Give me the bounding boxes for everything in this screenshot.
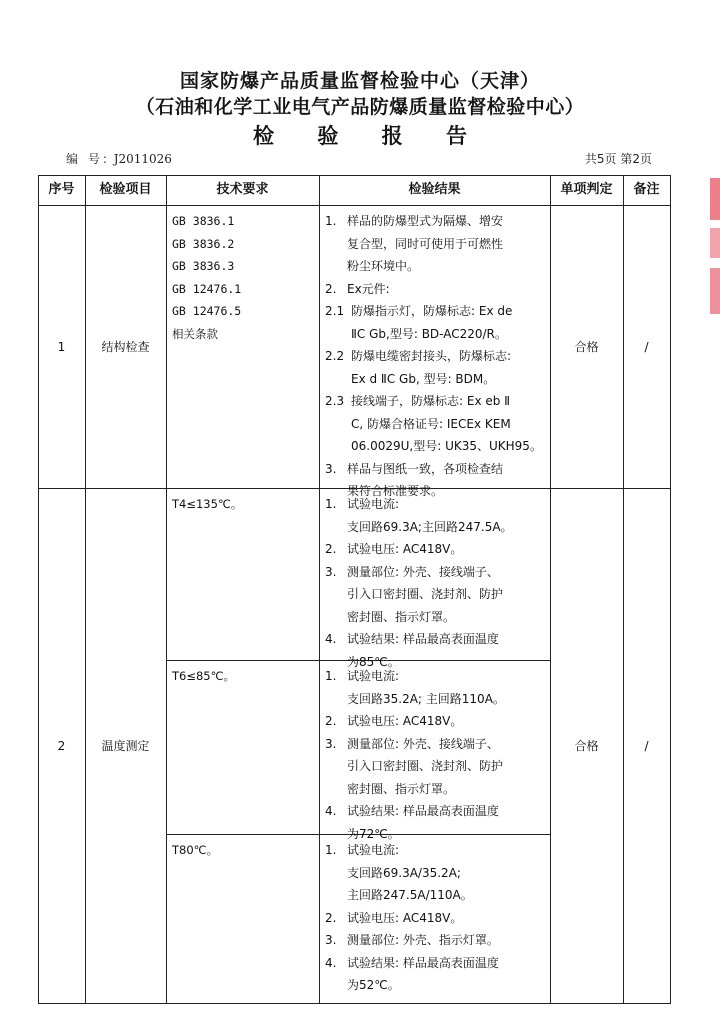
inspection-item: 结构检查 — [101, 339, 150, 354]
result-line: 复合型，同时可使用于可燃性 — [347, 236, 504, 251]
result-number: 2. — [325, 281, 337, 296]
report-title-line-1: 国家防爆产品质量监督检验中心（天津） — [179, 70, 540, 92]
result-number: 1. — [325, 497, 337, 511]
result-item — [325, 929, 542, 952]
result-line: 密封圈、指示灯罩。 — [347, 609, 456, 624]
result-line: 试验电压: AC418V。 — [347, 542, 463, 556]
result-number: 2.2 — [325, 349, 345, 363]
result-line: 试验电压: AC418V。 — [347, 910, 463, 925]
result-line: 支回路35.2A; 主回路110A。 — [347, 691, 505, 706]
stamp-fragment — [710, 228, 720, 258]
result-number: 3. — [325, 461, 337, 476]
requirement-line: GB 3836.2 — [172, 236, 235, 251]
remark: / — [644, 738, 649, 753]
sub-test-requirement: T6≤85℃。 — [172, 669, 236, 683]
result-line: 主回路247.5A/110A。 — [347, 888, 473, 902]
result-line: 支回路69.3A;主回路247.5A。 — [347, 519, 513, 534]
result-number: 2. — [325, 714, 337, 728]
requirement-line: GB 12476.1 — [172, 281, 242, 296]
result-line: 接线端子，防爆标志: Ex eb Ⅱ — [351, 394, 511, 408]
result-line: 试验电流: — [347, 843, 400, 857]
result-line: 试验电流: — [347, 497, 400, 511]
result-line: 测量部位: 外壳、指示灯罩。 — [347, 933, 499, 947]
sub-test-results — [319, 489, 550, 673]
result-line: 密封圈、指示灯罩。 — [347, 781, 456, 796]
result-item — [325, 710, 542, 733]
result-line: 06.0029U,型号: UK35、UKH95。 — [351, 439, 542, 453]
result-number: 4. — [325, 955, 337, 970]
row-number: 2 — [57, 738, 66, 753]
column-header: 单项判定 — [560, 181, 613, 197]
result-line: 样品的防爆型式为隔爆、增安 — [347, 214, 504, 228]
row-number: 1 — [57, 339, 66, 354]
sub-test-requirement: T4≤135℃。 — [172, 497, 243, 511]
result-number: 3. — [325, 933, 337, 947]
result-item — [325, 345, 542, 390]
result-number: 2. — [325, 542, 337, 556]
results-cell — [319, 206, 550, 503]
result-line: 防爆指示灯，防爆标志: Ex de — [351, 304, 513, 318]
inspection-item: 温度测定 — [101, 738, 150, 753]
result-item — [325, 665, 542, 710]
page-info: 共5页 第2页 — [584, 152, 652, 166]
result-item — [325, 561, 542, 629]
column-header: 备注 — [633, 181, 660, 197]
result-line: C, 防爆合格证号: IECEx KEM — [351, 416, 511, 431]
result-number: 3. — [325, 736, 337, 751]
result-item — [325, 278, 542, 301]
result-line: Ex d ⅡC Gb, 型号: BDM。 — [351, 371, 496, 386]
result-item — [325, 733, 542, 801]
result-item — [325, 300, 542, 345]
result-item — [325, 538, 542, 561]
report-number-label: 编 号: — [66, 152, 110, 166]
result-line: 引入口密封圈、浇封剂、防护 — [347, 587, 504, 601]
result-number: 2.1 — [325, 304, 345, 318]
result-number: 4. — [325, 804, 337, 818]
remark: / — [644, 339, 649, 354]
sub-test-results — [319, 835, 550, 997]
table-border-right — [670, 175, 671, 1004]
result-item — [325, 210, 542, 278]
result-item — [325, 390, 542, 458]
result-item — [325, 493, 542, 538]
result-line: 为52℃。 — [347, 978, 400, 992]
result-line: 测量部位: 外壳、接线端子、 — [347, 736, 499, 751]
result-number: 1. — [325, 669, 337, 683]
stamp-fragment — [710, 268, 720, 314]
result-item — [325, 839, 542, 907]
report-title-line-2: （石油和化学工业电气产品防爆质量监督检验中心） — [135, 96, 585, 118]
result-number: 2. — [325, 910, 337, 925]
requirement-line: 相关条款 — [172, 326, 218, 341]
inspection-table — [38, 175, 671, 1004]
result-line: 引入口密封圈、浇封剂、防护 — [347, 759, 504, 773]
result-line: ⅡC Gb,型号: BD-AC220/R。 — [351, 326, 507, 341]
result-number: 1. — [325, 214, 337, 228]
requirement-line: GB 12476.5 — [172, 304, 242, 318]
result-line: 试验电流: — [347, 669, 400, 683]
report-number-value: J2011026 — [113, 152, 172, 166]
column-header: 检验项目 — [99, 181, 152, 197]
stamp-fragment — [710, 178, 720, 220]
table-border-bottom — [38, 1003, 671, 1004]
result-number: 2.3 — [325, 394, 345, 408]
verdict: 合格 — [574, 738, 599, 753]
requirement-line: GB 3836.3 — [172, 259, 235, 273]
requirement-line: GB 3836.1 — [172, 214, 235, 228]
result-line: 测量部位: 外壳、接线端子、 — [347, 564, 499, 579]
result-number: 1. — [325, 843, 337, 857]
result-line: 防爆电缆密封接头，防爆标志: — [351, 349, 512, 363]
column-header: 检验结果 — [408, 181, 461, 197]
result-number: 3. — [325, 564, 337, 579]
result-number: 4. — [325, 632, 337, 646]
result-line: 粉尘环境中。 — [347, 259, 420, 273]
result-line: 支回路69.3A/35.2A; — [347, 865, 461, 880]
verdict: 合格 — [574, 339, 599, 354]
result-line: Ex元件: — [347, 281, 390, 296]
result-line: 试验电压: AC418V。 — [347, 714, 463, 728]
result-line: 试验结果: 样品最高表面温度 — [347, 955, 499, 970]
result-line: 样品与图纸一致，各项检查结 — [347, 461, 504, 476]
result-item — [325, 952, 542, 997]
column-header: 序号 — [48, 181, 75, 197]
sub-test-results — [319, 661, 550, 845]
result-item — [325, 907, 542, 930]
result-line: 试验结果: 样品最高表面温度 — [347, 804, 499, 818]
result-line: 为85℃。 — [347, 654, 400, 669]
result-line: 果符合标准要求。 — [347, 484, 444, 498]
result-line: 试验结果: 样品最高表面温度 — [347, 632, 499, 646]
column-header: 技术要求 — [216, 181, 269, 197]
report-number — [66, 150, 172, 167]
result-line: 为72℃。 — [347, 826, 400, 841]
sub-test-requirement: T80℃。 — [172, 843, 219, 857]
requirements-cell — [166, 206, 319, 345]
report-title: 检 验 报 告 — [253, 124, 485, 148]
